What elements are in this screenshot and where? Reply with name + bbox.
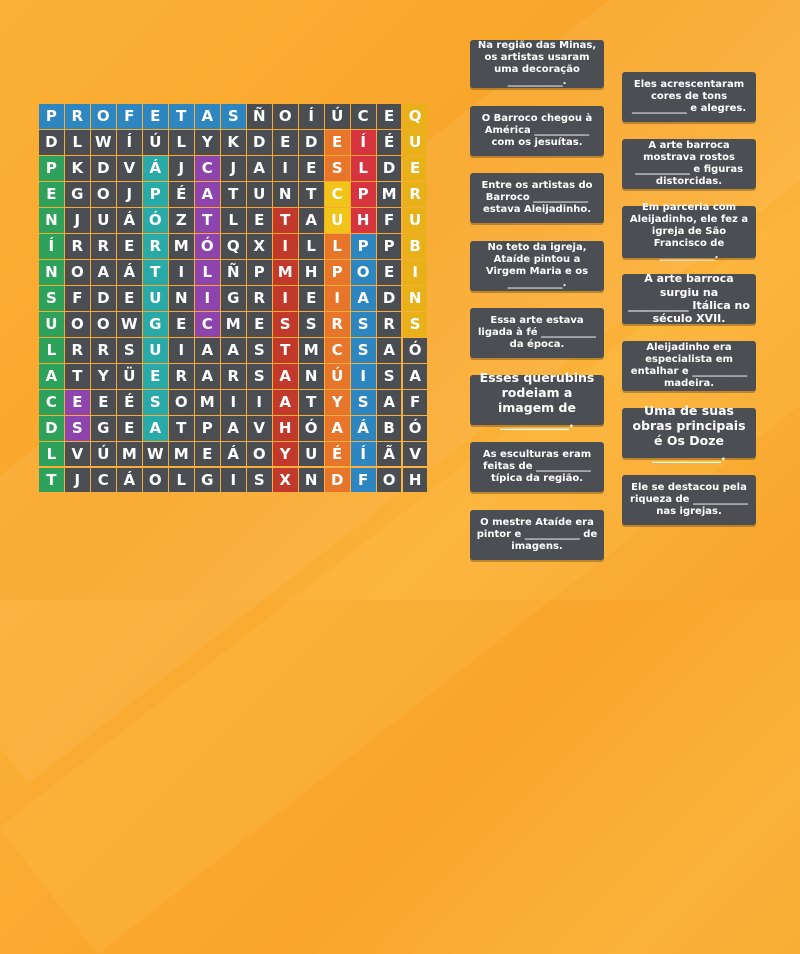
grid-cell[interactable]: L <box>169 468 194 493</box>
grid-cell[interactable]: E <box>247 208 272 233</box>
grid-cell[interactable]: F <box>117 104 142 129</box>
grid-cell[interactable]: C <box>195 312 220 337</box>
grid-cell[interactable]: L <box>39 338 64 363</box>
grid-cell[interactable]: J <box>117 182 142 207</box>
grid-cell[interactable]: S <box>247 364 272 389</box>
grid-cell[interactable]: Y <box>91 364 116 389</box>
grid-cell[interactable]: A <box>403 364 428 389</box>
grid-cell[interactable]: I <box>273 156 298 181</box>
grid-cell[interactable]: F <box>65 286 90 311</box>
clue-card[interactable]: Esses querubins rodeiam a imagem de ___________. <box>470 375 604 425</box>
grid-cell[interactable]: E <box>377 260 402 285</box>
grid-cell[interactable]: H <box>299 260 324 285</box>
grid-cell[interactable]: N <box>273 182 298 207</box>
grid-cell[interactable]: P <box>351 182 376 207</box>
grid-cell[interactable]: R <box>65 338 90 363</box>
grid-cell[interactable]: O <box>273 104 298 129</box>
grid-cell[interactable]: R <box>143 234 168 259</box>
grid-cell[interactable]: V <box>247 416 272 441</box>
grid-cell[interactable]: A <box>143 416 168 441</box>
grid-cell[interactable]: T <box>39 468 64 493</box>
grid-cell[interactable]: D <box>325 468 350 493</box>
grid-cell[interactable]: Á <box>143 156 168 181</box>
grid-cell[interactable]: M <box>299 338 324 363</box>
grid-cell[interactable]: O <box>65 260 90 285</box>
grid-cell[interactable]: E <box>117 234 142 259</box>
grid-cell[interactable]: A <box>299 208 324 233</box>
grid-cell[interactable]: G <box>221 286 246 311</box>
grid-cell[interactable]: T <box>299 182 324 207</box>
grid-cell[interactable]: M <box>169 234 194 259</box>
grid-cell[interactable]: Á <box>221 442 246 467</box>
grid-cell[interactable]: Í <box>117 130 142 155</box>
clue-card[interactable]: As esculturas eram feitas de ___________ típica da região. <box>470 442 604 492</box>
grid-cell[interactable]: G <box>65 182 90 207</box>
grid-cell[interactable]: I <box>351 364 376 389</box>
grid-cell[interactable]: B <box>403 234 428 259</box>
grid-cell[interactable]: A <box>195 182 220 207</box>
grid-cell[interactable]: R <box>91 234 116 259</box>
grid-cell[interactable]: E <box>273 130 298 155</box>
grid-cell[interactable]: T <box>221 182 246 207</box>
grid-cell[interactable]: N <box>169 286 194 311</box>
grid-cell[interactable]: T <box>65 364 90 389</box>
grid-cell[interactable]: P <box>39 156 64 181</box>
grid-cell[interactable]: Ñ <box>247 104 272 129</box>
grid-cell[interactable]: A <box>195 104 220 129</box>
grid-cell[interactable]: L <box>325 234 350 259</box>
grid-cell[interactable]: S <box>273 312 298 337</box>
grid-cell[interactable]: W <box>91 130 116 155</box>
grid-cell[interactable]: U <box>299 442 324 467</box>
grid-cell[interactable]: Ú <box>325 104 350 129</box>
grid-cell[interactable]: P <box>39 104 64 129</box>
grid-cell[interactable]: A <box>247 156 272 181</box>
grid-cell[interactable]: O <box>91 182 116 207</box>
clue-card[interactable]: Entre os artistas do Barroco ___________ estava Aleijadinho. <box>470 173 604 223</box>
grid-cell[interactable]: U <box>39 312 64 337</box>
grid-cell[interactable]: P <box>325 260 350 285</box>
grid-cell[interactable]: H <box>351 208 376 233</box>
clue-card[interactable]: Eles acrescentaram cores de tons ___________ e alegres. <box>622 72 756 122</box>
grid-cell[interactable]: Q <box>403 104 428 129</box>
grid-cell[interactable]: A <box>377 338 402 363</box>
clue-card[interactable]: O Barroco chegou à América ___________ com os jesuítas. <box>470 106 604 156</box>
grid-cell[interactable]: Ú <box>143 130 168 155</box>
grid-cell[interactable]: T <box>169 104 194 129</box>
grid-cell[interactable]: E <box>299 156 324 181</box>
grid-cell[interactable]: Ã <box>377 442 402 467</box>
grid-cell[interactable]: E <box>377 104 402 129</box>
clue-card[interactable]: Uma de suas obras principais é Os Doze ___________. <box>622 408 756 458</box>
grid-cell[interactable]: O <box>143 468 168 493</box>
grid-cell[interactable]: D <box>91 156 116 181</box>
grid-cell[interactable]: R <box>65 234 90 259</box>
grid-cell[interactable]: Ó <box>299 416 324 441</box>
grid-cell[interactable]: X <box>247 234 272 259</box>
grid-cell[interactable]: N <box>39 208 64 233</box>
grid-cell[interactable]: L <box>169 130 194 155</box>
grid-cell[interactable]: A <box>273 390 298 415</box>
grid-cell[interactable]: É <box>169 182 194 207</box>
grid-cell[interactable]: D <box>247 130 272 155</box>
grid-cell[interactable]: L <box>65 130 90 155</box>
grid-cell[interactable]: A <box>273 364 298 389</box>
grid-cell[interactable]: B <box>377 416 402 441</box>
grid-cell[interactable]: K <box>221 130 246 155</box>
grid-cell[interactable]: S <box>39 286 64 311</box>
grid-cell[interactable]: D <box>91 286 116 311</box>
grid-cell[interactable]: U <box>91 208 116 233</box>
grid-cell[interactable]: C <box>351 104 376 129</box>
clue-card[interactable]: Aleijadinho era especialista em entalhar e ___________ madeira. <box>622 341 756 391</box>
grid-cell[interactable]: I <box>247 390 272 415</box>
grid-cell[interactable]: E <box>143 364 168 389</box>
grid-cell[interactable]: O <box>91 104 116 129</box>
grid-cell[interactable]: M <box>221 312 246 337</box>
grid-cell[interactable]: U <box>143 338 168 363</box>
grid-cell[interactable]: S <box>221 104 246 129</box>
grid-cell[interactable]: E <box>117 416 142 441</box>
grid-cell[interactable]: É <box>117 390 142 415</box>
grid-cell[interactable]: I <box>169 338 194 363</box>
clue-card[interactable]: Ele se destacou pela riqueza de ___________ nas igrejas. <box>622 475 756 525</box>
grid-cell[interactable]: Y <box>325 390 350 415</box>
grid-cell[interactable]: I <box>221 390 246 415</box>
grid-cell[interactable]: Y <box>195 130 220 155</box>
grid-cell[interactable]: F <box>351 468 376 493</box>
clue-card[interactable]: Essa arte estava ligada à fé ___________ da época. <box>470 308 604 358</box>
grid-cell[interactable]: Ó <box>143 208 168 233</box>
clue-card[interactable]: A arte barroca mostrava rostos ___________ e figuras distorcidas. <box>622 139 756 189</box>
grid-cell[interactable]: O <box>377 468 402 493</box>
grid-cell[interactable]: N <box>39 260 64 285</box>
grid-cell[interactable]: L <box>195 260 220 285</box>
grid-cell[interactable]: C <box>325 338 350 363</box>
clue-card[interactable]: O mestre Ataíde era pintor e ___________ de imagens. <box>470 510 604 560</box>
grid-cell[interactable]: S <box>143 390 168 415</box>
grid-cell[interactable]: S <box>247 338 272 363</box>
grid-cell[interactable]: F <box>377 208 402 233</box>
grid-cell[interactable]: O <box>65 312 90 337</box>
grid-cell[interactable]: E <box>169 312 194 337</box>
grid-cell[interactable]: L <box>351 156 376 181</box>
grid-cell[interactable]: E <box>325 130 350 155</box>
grid-cell[interactable]: C <box>39 390 64 415</box>
grid-cell[interactable]: E <box>143 104 168 129</box>
clue-card[interactable]: No teto da igreja, Ataíde pintou a Virgem Maria e os ___________. <box>470 241 604 291</box>
grid-cell[interactable]: J <box>65 208 90 233</box>
grid-cell[interactable]: S <box>351 312 376 337</box>
grid-cell[interactable]: M <box>273 260 298 285</box>
grid-cell[interactable]: A <box>377 390 402 415</box>
grid-cell[interactable]: É <box>377 130 402 155</box>
grid-cell[interactable]: Q <box>221 234 246 259</box>
grid-cell[interactable]: V <box>117 156 142 181</box>
grid-cell[interactable]: A <box>91 260 116 285</box>
grid-cell[interactable]: R <box>221 364 246 389</box>
grid-cell[interactable]: U <box>403 208 428 233</box>
grid-cell[interactable]: N <box>403 286 428 311</box>
grid-cell[interactable]: A <box>195 364 220 389</box>
grid-cell[interactable]: O <box>169 390 194 415</box>
grid-cell[interactable]: S <box>403 312 428 337</box>
grid-cell[interactable]: A <box>325 416 350 441</box>
grid-cell[interactable]: U <box>325 208 350 233</box>
word-search-grid <box>39 104 427 492</box>
grid-cell[interactable]: J <box>169 156 194 181</box>
grid-cell[interactable]: U <box>247 182 272 207</box>
grid-cell[interactable]: X <box>273 468 298 493</box>
grid-cell[interactable]: S <box>377 364 402 389</box>
grid-cell[interactable]: T <box>299 390 324 415</box>
grid-cell[interactable]: I <box>403 260 428 285</box>
grid-cell[interactable]: I <box>169 260 194 285</box>
grid-cell[interactable]: P <box>351 234 376 259</box>
grid-cell[interactable]: E <box>117 286 142 311</box>
grid-cell[interactable]: S <box>351 338 376 363</box>
grid-cell[interactable]: O <box>247 442 272 467</box>
clue-card[interactable]: Em parceria com Aleijadinho, ele fez a igreja de São Francisco de ___________. <box>622 206 756 258</box>
grid-cell[interactable]: É <box>325 442 350 467</box>
grid-cell[interactable]: P <box>377 234 402 259</box>
grid-cell[interactable]: S <box>247 468 272 493</box>
grid-cell[interactable]: I <box>221 468 246 493</box>
grid-cell[interactable]: M <box>377 182 402 207</box>
grid-cell[interactable]: A <box>39 364 64 389</box>
grid-cell[interactable]: G <box>195 468 220 493</box>
grid-cell[interactable]: P <box>143 182 168 207</box>
grid-cell[interactable]: E <box>195 442 220 467</box>
grid-cell[interactable]: R <box>247 286 272 311</box>
grid-cell[interactable]: P <box>247 260 272 285</box>
grid-cell[interactable]: N <box>299 468 324 493</box>
grid-cell[interactable]: Í <box>299 104 324 129</box>
grid-cell[interactable]: Ó <box>195 234 220 259</box>
grid-cell[interactable]: C <box>91 468 116 493</box>
grid-cell[interactable]: F <box>403 390 428 415</box>
grid-cell[interactable]: N <box>299 364 324 389</box>
grid-cell[interactable]: L <box>299 234 324 259</box>
grid-cell[interactable]: Ó <box>403 338 428 363</box>
grid-cell[interactable]: J <box>65 468 90 493</box>
grid-cell[interactable]: Á <box>351 416 376 441</box>
grid-cell[interactable]: G <box>91 416 116 441</box>
grid-cell[interactable]: M <box>195 390 220 415</box>
grid-cell[interactable]: P <box>195 416 220 441</box>
grid-cell[interactable]: O <box>351 260 376 285</box>
grid-cell[interactable]: H <box>273 416 298 441</box>
grid-cell[interactable]: S <box>117 338 142 363</box>
grid-cell[interactable]: R <box>91 338 116 363</box>
grid-cell[interactable]: Á <box>117 260 142 285</box>
grid-cell[interactable]: T <box>143 260 168 285</box>
grid-cell[interactable]: Ú <box>91 442 116 467</box>
grid-cell[interactable]: M <box>169 442 194 467</box>
clue-card[interactable]: A arte barroca surgiu na ___________ Itálica no século XVII. <box>622 274 756 324</box>
grid-cell[interactable]: I <box>273 286 298 311</box>
grid-cell[interactable]: C <box>325 182 350 207</box>
grid-cell[interactable]: V <box>403 442 428 467</box>
grid-cell[interactable]: W <box>143 442 168 467</box>
grid-cell[interactable]: L <box>221 208 246 233</box>
grid-cell[interactable]: R <box>169 364 194 389</box>
grid-cell[interactable]: D <box>39 416 64 441</box>
grid-cell[interactable]: Í <box>351 130 376 155</box>
grid-cell[interactable]: Á <box>117 468 142 493</box>
grid-cell[interactable]: U <box>143 286 168 311</box>
grid-cell[interactable]: T <box>195 208 220 233</box>
grid-cell[interactable]: D <box>377 156 402 181</box>
grid-cell[interactable]: Z <box>169 208 194 233</box>
grid-cell[interactable]: T <box>273 208 298 233</box>
grid-cell[interactable]: E <box>247 312 272 337</box>
grid-cell[interactable]: G <box>143 312 168 337</box>
grid-cell[interactable]: D <box>39 130 64 155</box>
grid-cell[interactable]: D <box>377 286 402 311</box>
grid-cell[interactable]: E <box>299 286 324 311</box>
grid-cell[interactable]: E <box>65 390 90 415</box>
grid-cell[interactable]: A <box>351 286 376 311</box>
grid-cell[interactable]: R <box>377 312 402 337</box>
grid-cell[interactable]: S <box>65 416 90 441</box>
grid-cell[interactable]: Ñ <box>221 260 246 285</box>
grid-cell[interactable]: A <box>195 338 220 363</box>
grid-cell[interactable]: T <box>169 416 194 441</box>
grid-cell[interactable]: S <box>325 156 350 181</box>
grid-cell[interactable]: R <box>65 104 90 129</box>
grid-cell[interactable]: Ó <box>403 416 428 441</box>
grid-cell[interactable]: M <box>117 442 142 467</box>
grid-cell[interactable]: E <box>39 182 64 207</box>
grid-cell[interactable]: S <box>351 390 376 415</box>
grid-cell[interactable]: L <box>39 442 64 467</box>
grid-cell[interactable]: D <box>299 130 324 155</box>
grid-cell[interactable]: Í <box>39 234 64 259</box>
grid-cell[interactable]: A <box>221 338 246 363</box>
grid-cell[interactable]: U <box>403 130 428 155</box>
grid-cell[interactable]: H <box>403 468 428 493</box>
grid-cell[interactable]: A <box>221 416 246 441</box>
grid-cell[interactable]: Ü <box>117 364 142 389</box>
grid-cell[interactable]: I <box>195 286 220 311</box>
grid-cell[interactable]: Ú <box>325 364 350 389</box>
grid-cell[interactable]: Á <box>117 208 142 233</box>
clue-card[interactable]: Na região das Minas, os artistas usaram uma decoração ___________. <box>470 40 604 88</box>
grid-cell[interactable]: O <box>91 312 116 337</box>
grid-cell[interactable]: K <box>65 156 90 181</box>
grid-cell[interactable]: S <box>299 312 324 337</box>
grid-cell[interactable]: Í <box>351 442 376 467</box>
grid-cell[interactable]: E <box>91 390 116 415</box>
grid-cell[interactable]: Y <box>273 442 298 467</box>
grid-cell[interactable]: R <box>403 182 428 207</box>
grid-cell[interactable]: V <box>65 442 90 467</box>
grid-cell[interactable]: I <box>273 234 298 259</box>
grid-cell[interactable]: J <box>221 156 246 181</box>
grid-cell[interactable]: R <box>325 312 350 337</box>
grid-cell[interactable]: I <box>325 286 350 311</box>
grid-cell[interactable]: E <box>403 156 428 181</box>
grid-cell[interactable]: W <box>117 312 142 337</box>
grid-cell[interactable]: T <box>273 338 298 363</box>
grid-cell[interactable]: C <box>195 156 220 181</box>
